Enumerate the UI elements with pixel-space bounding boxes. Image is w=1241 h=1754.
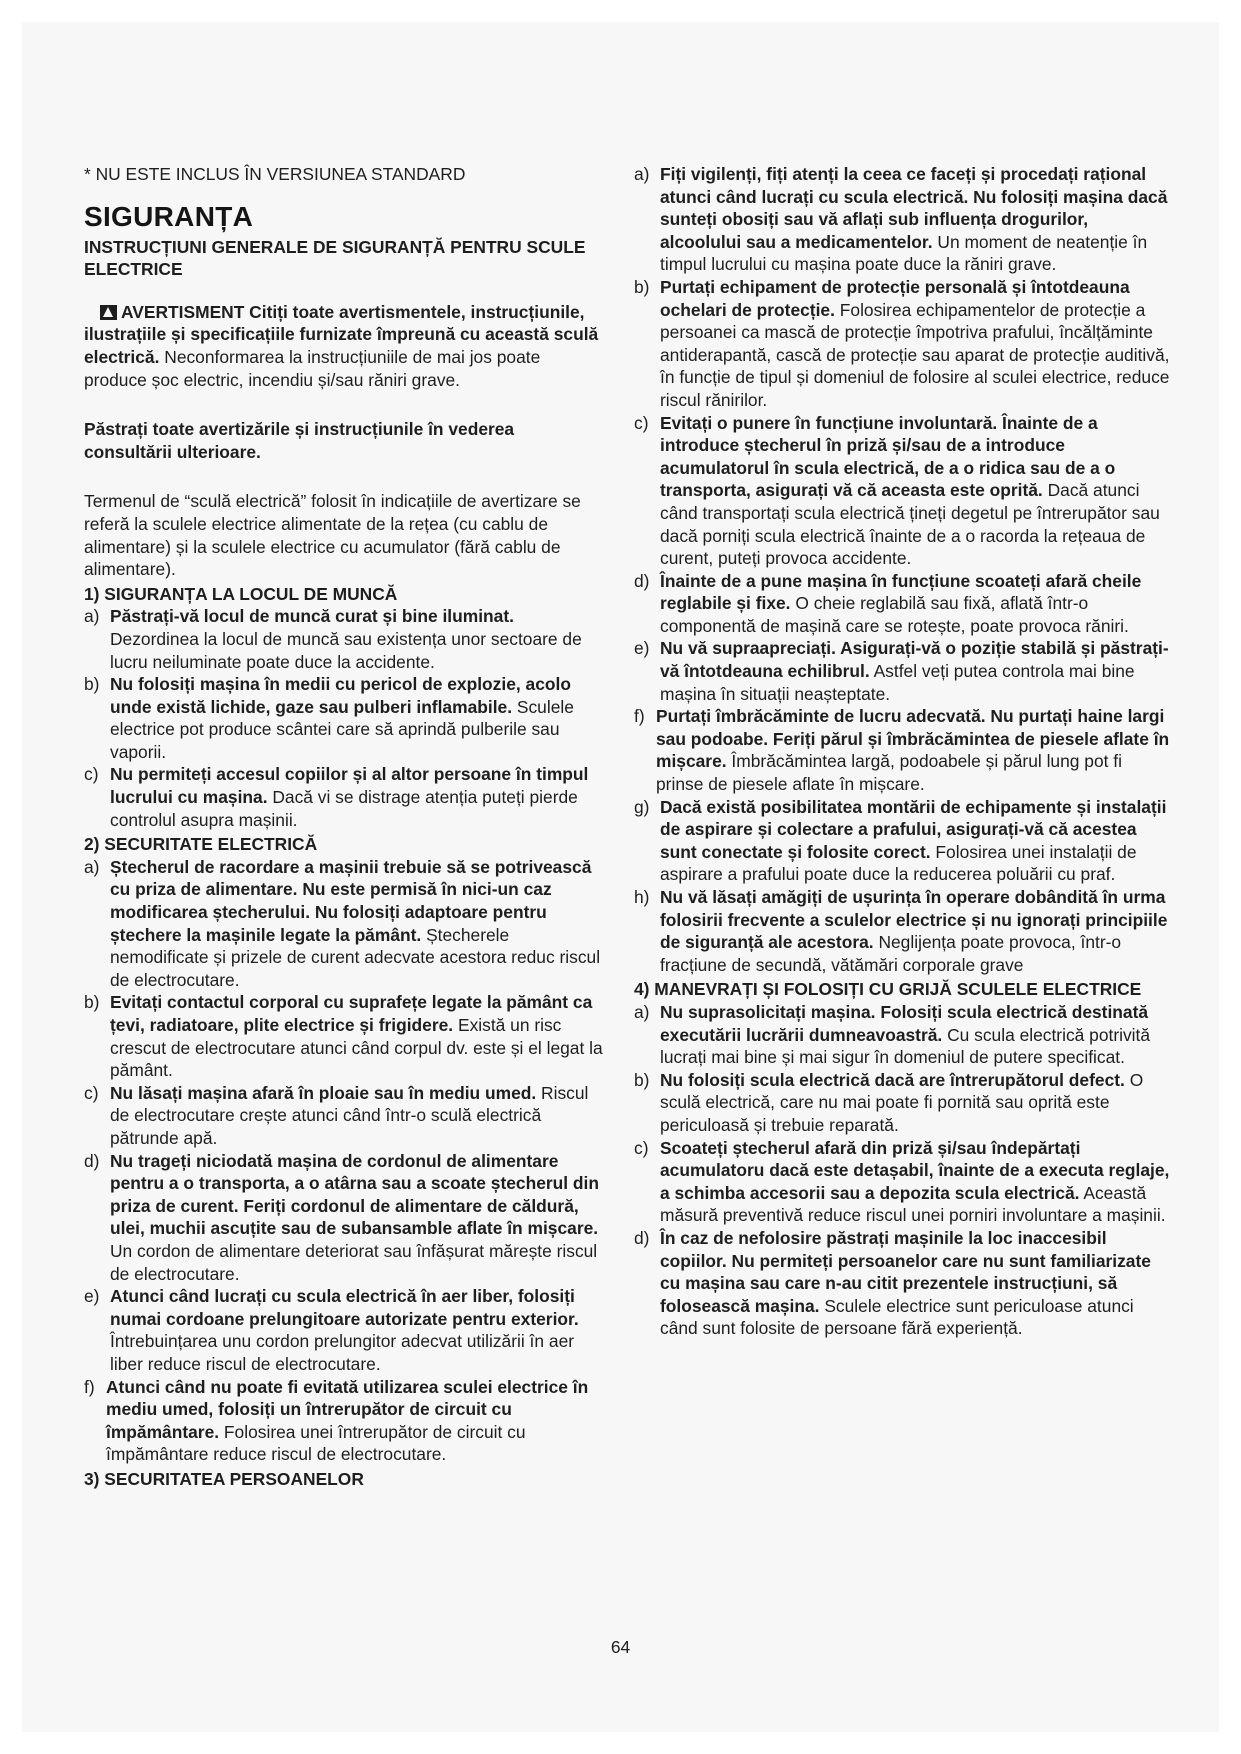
section-heading-2: 2) SECURITATE ELECTRICĂ bbox=[84, 834, 318, 855]
list-item: b) Nu folosiți scula electrică dacă are întrerupătorul defect. O sculă electrică, care nu mai poate fi pornită sau oprită este periculoasă și trebuie reparată. bbox=[634, 1069, 1144, 1135]
keep-instructions-notice: Păstrați toate avertizările și instrucțiunile în vederea consultării ulterioare. bbox=[84, 419, 515, 462]
list-item: e) Nu vă supraapreciați. Asigurați-vă o poziție stabilă și păstrați-vă întotdeauna echilibrul. Astfel veți putea controla mai bine mașina în situații neașteptate. bbox=[634, 638, 1169, 704]
list-item: g) Dacă există posibilitatea montării de echipamente și instalații de aspirare și colectare a prafului, asigurați-vă că acestea sunt conectate și folosite corect. Folosirea unei instalații de aspirare a prafului poate duce la reducerea poluării cu praf. bbox=[634, 796, 1167, 885]
term-paragraph: Termenul de “sculă electrică” folosit în indicațiile de avertizare se referă la sculele electrice alimentate de la rețea (cu cablu de alimentare) și la sculele electrice cu acumulator (fără cablu de alimentare). bbox=[84, 491, 581, 580]
list-item: h) Nu vă lăsați amăgiți de ușurința în operare dobândită în urma folosirii frecvente a sculelor electrice și nu ignorați principiile de siguranță ale acestora. Neglijența poate provoca, într-o fracțiune de secundă, vătămări corporale grave bbox=[634, 887, 1168, 975]
list-item: a) Fiți vigilenți, fiți atenți la ceea ce faceți și procedați rațional atunci când lucrați cu scula electrică. Nu folosiți mașina dacă sunteți obosiți sau vă aflați sub influența drogurilor, alcoolului sau a medicamentelor. Un moment de neatenție în timpul lucrului cu mașina poate duce la răniri grave. bbox=[634, 164, 1168, 275]
warning-bold: AVERTISMENT Citiți toate avertismentele, instrucțiunile, ilustrațiile și specificațiile furnizate împreună cu această sculă electrică. bbox=[84, 301, 599, 367]
list-item: a) Ștecherul de racordare a mașinii trebuie să se potrivească cu priza de alimentare. Nu este permisă în nici-un caz modificarea ștecherului. Nu folosiți adaptoare pentru ștechere la mașinile legate la pământ. Ștecherele nemodificate și prizele de curent adecvate acestora reduc riscul de electrocutare. bbox=[84, 856, 601, 990]
footnote: * NU ESTE INCLUS ÎN VERSIUNEA STANDARD bbox=[84, 164, 466, 184]
section-heading-4: 4) MANEVRAȚI ȘI FOLOSIȚI CU GRIJĂ SCULELE ELECTRICE bbox=[634, 979, 1142, 1000]
page-number: 64 bbox=[610, 1637, 631, 1657]
section-heading-1: 1) SIGURANȚA LA LOCUL DE MUNCĂ bbox=[84, 583, 398, 604]
list-item: c) Evitați o punere în funcțiune involuntară. Înainte de a introduce ștecherul în priză și/sau de a introduce acumulatorul în scula electrică, de a o ridica sau de a o transporta, asigurați vă că aceasta este oprită. Dacă atunci când transportați scula electrică țineți degetul pe întrerupător sau dacă porniți scula electrică înainte de a o racorda la rețeaua de curent, puteți provoca accidente. bbox=[634, 412, 1160, 569]
section-title: SIGURANȚA bbox=[84, 200, 254, 232]
warning-paragraph bbox=[84, 301, 604, 391]
list-item: b) Evitați contactul corporal cu suprafețe legate la pământ ca țevi, radiatoare, plite electrice și frigidere. Există un risc crescut de electrocutare atunci când corpul dv. este și el legat la pământ. bbox=[84, 992, 603, 1081]
section-heading-3: 3) SECURITATEA PERSOANELOR bbox=[84, 1468, 364, 1489]
list-item: f) Atunci când nu poate fi evitată utilizarea sculei electrice în mediu umed, folosiți un întrerupător de circuit cu împământare. Folosirea unei întrerupător de circuit cu împământare reduce riscul de electrocutare. bbox=[84, 1376, 589, 1465]
left-column bbox=[84, 163, 604, 1490]
list-item: c) Nu lăsați mașina afară în ploaie sau în mediu umed. Riscul de electrocutare crește atunci când într-o sculă electrică pătrunde apă. bbox=[84, 1082, 589, 1148]
list-item: d) Nu trageți niciodată mașina de cordonul de alimentare pentru a o transporta, a o atârna sau a scoate ștecherul din priza de curent. Feriți cordonul de alimentare de căldură, ulei, muchii ascuțite sau de subansamble aflate în mișcare. Un cordon de alimentare deteriorat sau înfășurat mărește riscul de electrocutare. bbox=[84, 1150, 600, 1284]
list-item: d) Înainte de a pune mașina în funcțiune scoateți afară cheile reglabile și fixe. O cheie reglabilă sau fixă, aflată într-o componentă de mașină care se rotește, poate provoca răniri. bbox=[634, 570, 1142, 636]
warning-icon bbox=[100, 305, 117, 320]
list-item: d) În caz de nefolosire păstrați mașinile la loc inaccesibil copiilor. Nu permiteți persoanelor care nu sunt familiarizate cu mașina sau care n-au citit prezentele instrucțiuni, să folosească mașina. Sculele electrice sunt periculoase atunci când sunt folosite de persoane fără experiență. bbox=[634, 1227, 1151, 1339]
list-item: f) Purtați îmbrăcăminte de lucru adecvată. Nu purtați haine largi sau podoabe. Feriți părul și îmbrăcămintea de piesele aflate în mișcare. Îmbrăcămintea largă, podoabele și părul lung pot fi prinse de piesele aflate în mișcare. bbox=[634, 706, 1170, 795]
warning-text: Neconformarea la instrucțiuniile de mai jos poate produce șoc electric, incendiu și/sau răniri grave. bbox=[84, 346, 541, 390]
list-item: a) Nu suprasolicitați mașina. Folosiți scula electrică destinată executării lucrării dumneavoastră. Cu scula electrică potrivită lucrați mai bine și mai sigur în domeniul de putere specificat. bbox=[634, 1001, 1151, 1068]
list-item: b) Nu folosiți mașina în medii cu pericol de explozie, acolo unde există lichide, gaze sau pulberi inflamabile. Sculele electrice pot produce scântei care să aprindă pulberile sau vaporii. bbox=[84, 674, 574, 762]
list-item: e) Atunci când lucrați cu scula electrică în aer liber, folosiți numai cordoane prelungitoare autorizate pentru exterior. Întrebuințarea unu cordon prelungitor adecvat utilizării în aer liber reduce riscul de electrocutare. bbox=[84, 1286, 579, 1374]
list-item: c) Nu permiteți accesul copiilor și al altor persoane în timpul lucrului cu mașina. Dacă vi se distrage atenția puteți pierde controlul asupra mașinii. bbox=[84, 764, 589, 830]
list-item: a) Păstrați-vă locul de muncă curat și bine iluminat. Dezordinea la locul de muncă sau existența unor sectoare de lucru neiluminate poate duce la accidente. bbox=[84, 606, 582, 672]
right-column bbox=[634, 163, 1170, 1340]
list-item: b) Purtați echipament de protecție personală și întotdeauna ochelari de protecție. Folosirea echipamentelor de protecție a persoanei ca mască de protecție împotriva prafului, încălțăminte antiderapantă, cască de protecție sau aparat de protecție auditivă, în funcție de tipul și domeniul de folosire al sculei electrice, reduce riscul rănirilor. bbox=[634, 276, 1170, 410]
list-item: c) Scoateți ștecherul afară din priză și/sau îndepărtați acumulatoru dacă este detașabil, înainte de a executa reglaje, a schimba accesorii sau a depozita scula electrică. Această măsură preventivă reduce riscul unei porniri involuntare a mașinii. bbox=[634, 1137, 1170, 1226]
section-subtitle: INSTRUCȚIUNI GENERALE DE SIGURANȚĂ PENTRU SCULE ELECTRICE bbox=[84, 236, 586, 280]
